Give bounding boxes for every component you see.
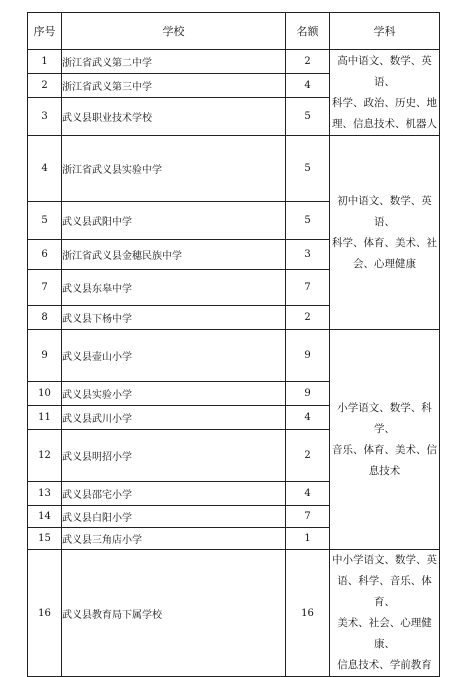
row-school: 武义县邵宅小学 bbox=[62, 482, 286, 506]
subject-line: 初中语文、数学、英语、 bbox=[337, 194, 432, 228]
table-row bbox=[28, 550, 440, 677]
subject-line: 音乐、体育、美术、信 bbox=[332, 443, 437, 456]
row-school: 武义县白阳小学 bbox=[62, 506, 286, 528]
row-no: 8 bbox=[28, 306, 62, 330]
row-quota: 7 bbox=[286, 270, 330, 306]
header-subject: 学科 bbox=[330, 13, 440, 50]
subject-line: 息技术 bbox=[368, 464, 401, 477]
subject-line: 美术、社会、心理健康、 bbox=[337, 617, 432, 650]
row-no: 6 bbox=[28, 240, 62, 270]
table-row bbox=[28, 50, 440, 74]
row-school: 武义县明招小学 bbox=[62, 430, 286, 482]
subject-line: 科学、政治、历史、地 bbox=[332, 96, 437, 109]
subject-line: 会、心理健康 bbox=[353, 257, 416, 270]
row-no: 1 bbox=[28, 50, 62, 74]
row-school: 浙江省武义第二中学 bbox=[62, 50, 286, 74]
row-quota: 9 bbox=[286, 330, 330, 382]
row-no: 7 bbox=[28, 270, 62, 306]
row-quota: 2 bbox=[286, 430, 330, 482]
row-school: 武义县武川小学 bbox=[62, 406, 286, 430]
row-no: 2 bbox=[28, 74, 62, 98]
row-quota: 4 bbox=[286, 482, 330, 506]
row-school: 武义县壶山小学 bbox=[62, 330, 286, 382]
row-quota: 2 bbox=[286, 50, 330, 74]
header-quota: 名额 bbox=[286, 13, 330, 50]
row-quota: 4 bbox=[286, 406, 330, 430]
subject-cell-primary bbox=[330, 330, 440, 550]
row-quota: 9 bbox=[286, 382, 330, 406]
subject-cell-high bbox=[330, 50, 440, 136]
row-no: 11 bbox=[28, 406, 62, 430]
row-quota: 5 bbox=[286, 136, 330, 202]
table-row bbox=[28, 136, 440, 202]
row-quota: 3 bbox=[286, 240, 330, 270]
row-no: 3 bbox=[28, 98, 62, 136]
subject-line: 信息技术、学前教育 bbox=[337, 659, 432, 671]
row-no: 16 bbox=[28, 550, 62, 677]
subject-line: 科学、体育、美术、社 bbox=[332, 236, 437, 249]
quota-table bbox=[27, 12, 440, 677]
row-no: 15 bbox=[28, 528, 62, 550]
subject-line: 中小学语文、数学、英 bbox=[332, 554, 437, 566]
subject-line: 理、信息技术、机器人 bbox=[332, 117, 437, 130]
row-quota: 7 bbox=[286, 506, 330, 528]
row-quota: 5 bbox=[286, 98, 330, 136]
table-row bbox=[28, 330, 440, 382]
subject-line: 小学语文、数学、科学、 bbox=[337, 401, 432, 435]
row-school: 武义县下杨中学 bbox=[62, 306, 286, 330]
subject-cell-bureau bbox=[330, 550, 440, 677]
header-no: 序号 bbox=[28, 13, 62, 50]
row-no: 13 bbox=[28, 482, 62, 506]
row-school: 浙江省武义县实验中学 bbox=[62, 136, 286, 202]
row-quota: 1 bbox=[286, 528, 330, 550]
row-quota: 5 bbox=[286, 202, 330, 240]
row-school: 浙江省武义第三中学 bbox=[62, 74, 286, 98]
row-quota: 4 bbox=[286, 74, 330, 98]
subject-line: 高中语文、数学、英语、 bbox=[337, 54, 432, 88]
row-school: 武义县东皋中学 bbox=[62, 270, 286, 306]
row-no: 5 bbox=[28, 202, 62, 240]
header-school: 学校 bbox=[62, 13, 286, 50]
row-no: 10 bbox=[28, 382, 62, 406]
row-school: 武义县武阳中学 bbox=[62, 202, 286, 240]
row-school: 武义县实验小学 bbox=[62, 382, 286, 406]
row-quota: 2 bbox=[286, 306, 330, 330]
row-no: 9 bbox=[28, 330, 62, 382]
row-school: 武义县三角店小学 bbox=[62, 528, 286, 550]
header-row bbox=[28, 13, 440, 50]
row-school: 武义县教育局下属学校 bbox=[62, 550, 286, 677]
row-school: 浙江省武义县金穗民族中学 bbox=[62, 240, 286, 270]
row-school: 武义县职业技术学校 bbox=[62, 98, 286, 136]
row-quota: 16 bbox=[286, 550, 330, 677]
subject-line: 语、科学、音乐、体育、 bbox=[337, 575, 432, 608]
subject-cell-middle bbox=[330, 136, 440, 330]
row-no: 14 bbox=[28, 506, 62, 528]
row-no: 12 bbox=[28, 430, 62, 482]
row-no: 4 bbox=[28, 136, 62, 202]
